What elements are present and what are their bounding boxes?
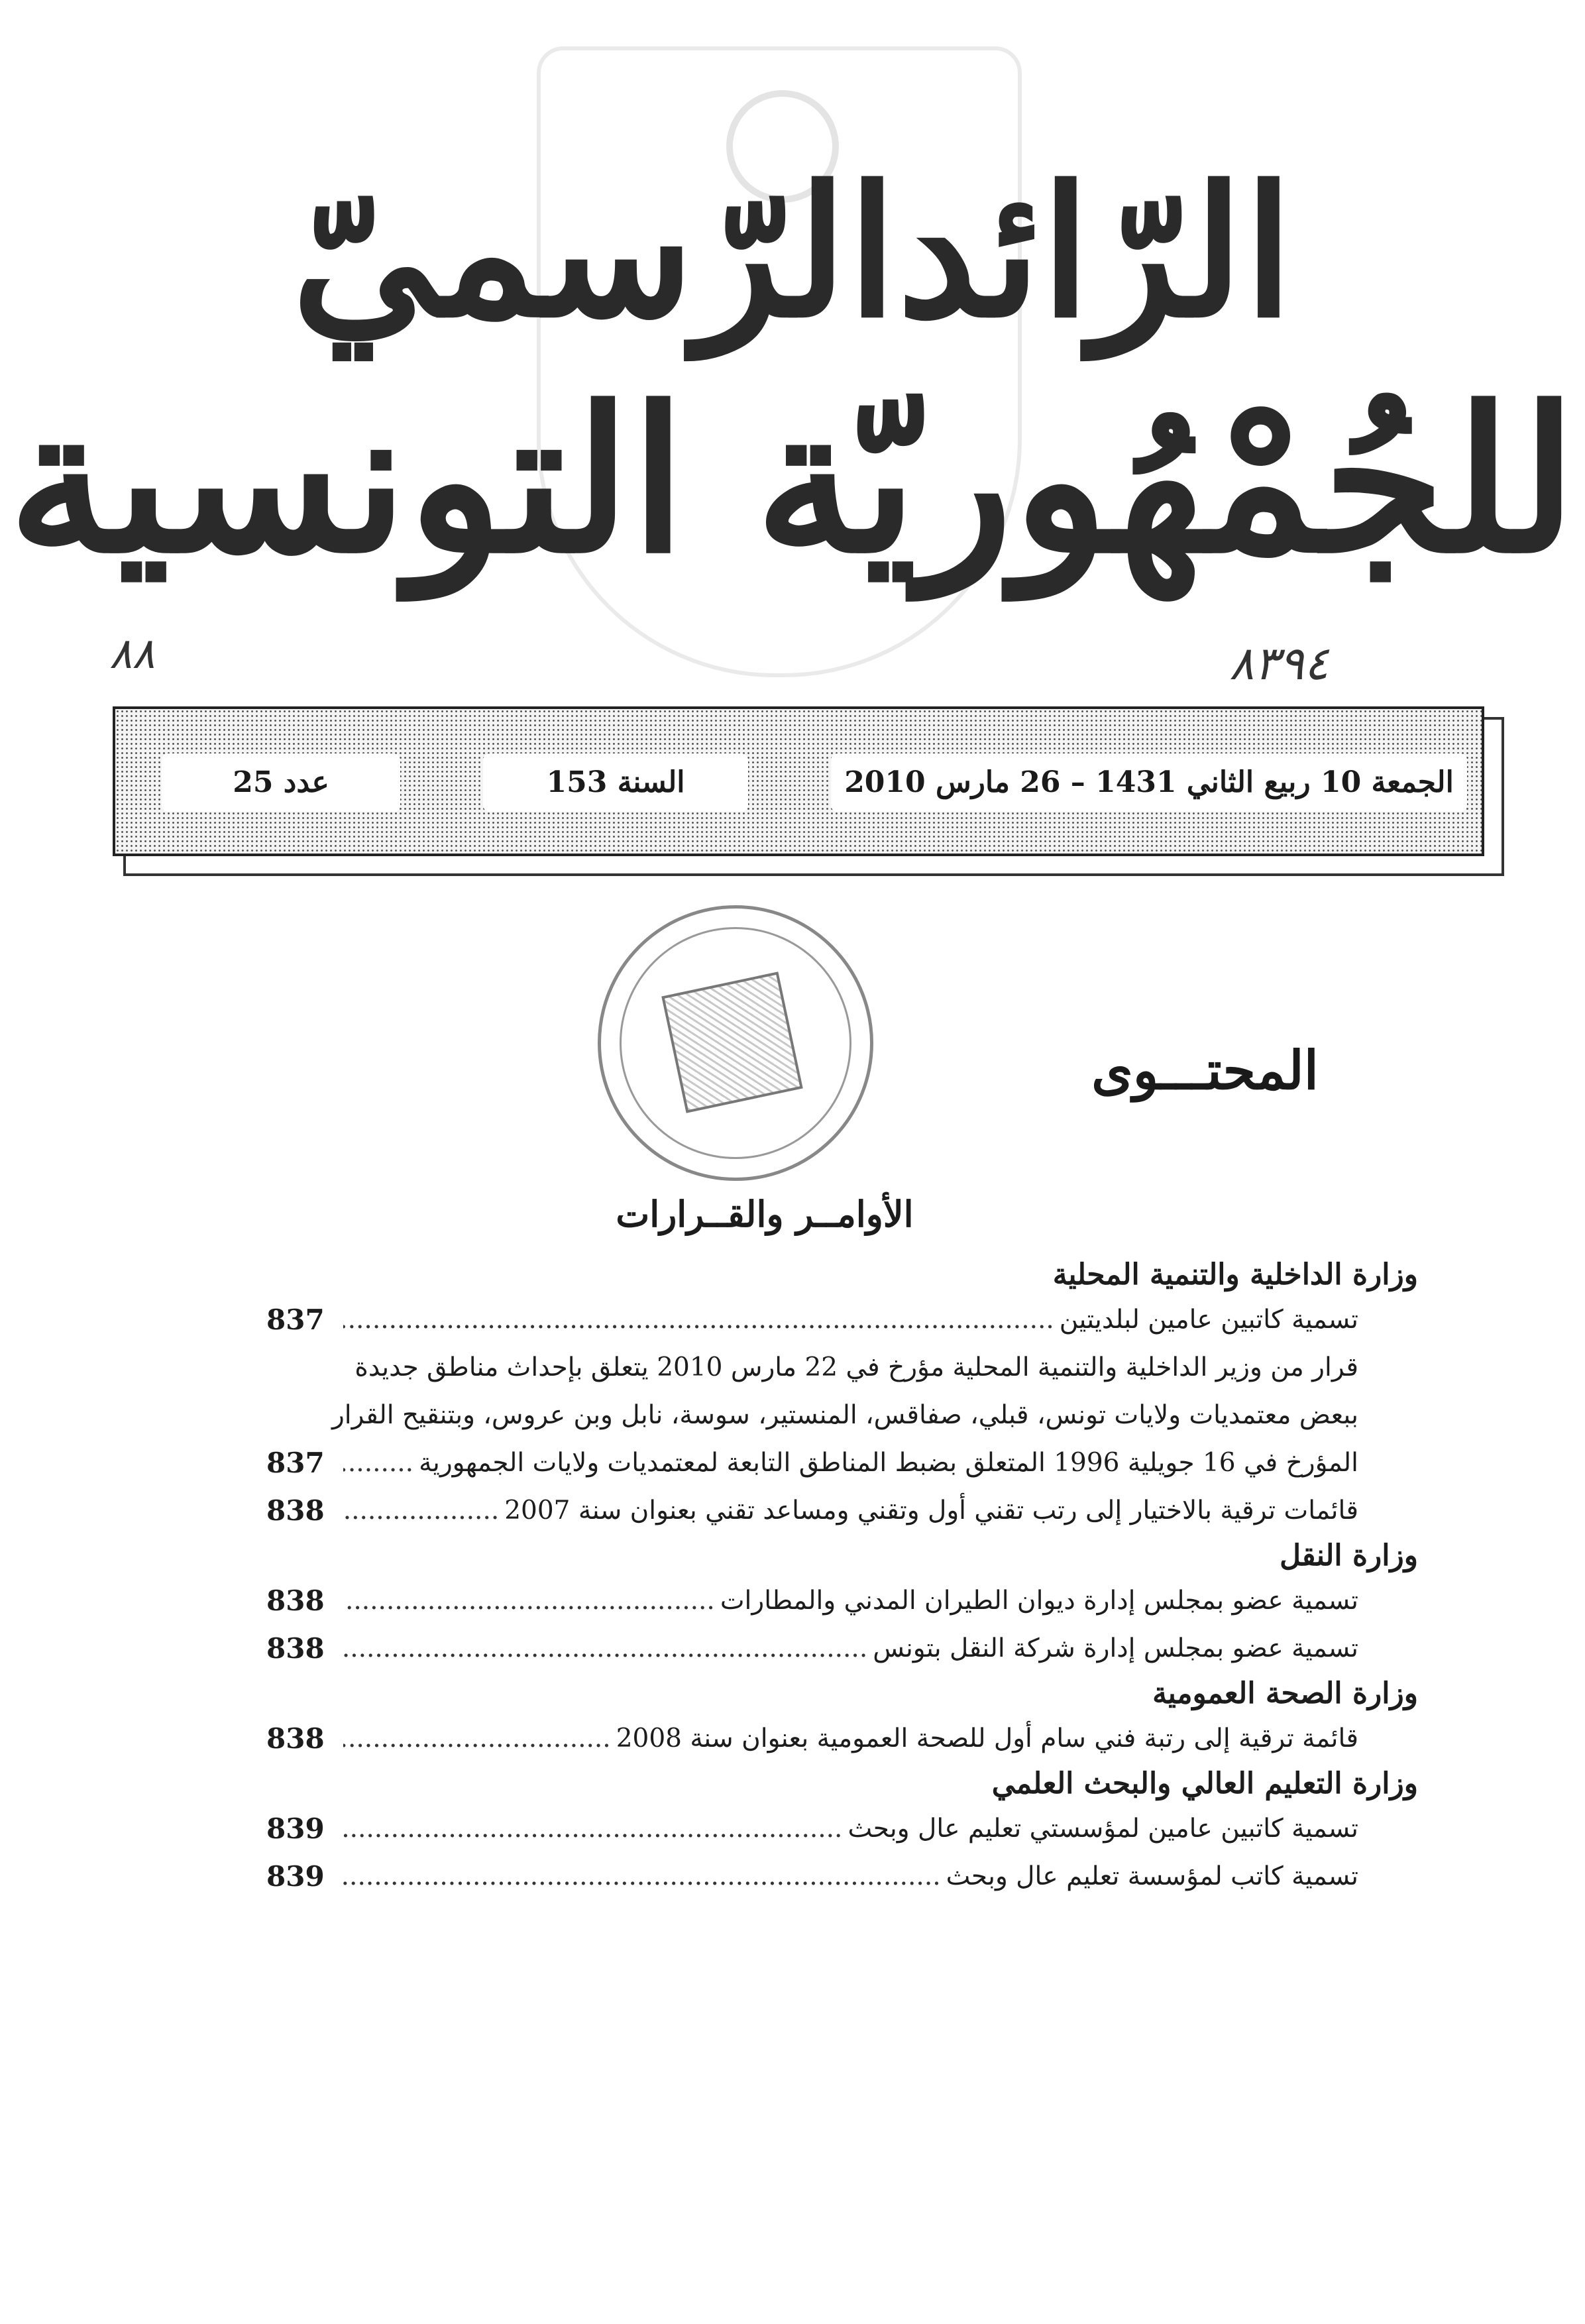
handwritten-note-right: ٨٣٩٤ bbox=[1229, 636, 1329, 691]
issue-band bbox=[113, 706, 1484, 856]
toc-entry-title: تسمية عضو بمجلس إدارة ديوان الطيران المدني والمطارات bbox=[720, 1586, 1358, 1616]
issue-number: عدد 25 bbox=[162, 753, 400, 812]
library-stamp bbox=[598, 905, 873, 1181]
toc-entry[interactable] bbox=[266, 1344, 1358, 1487]
toc-entry[interactable] bbox=[266, 1715, 1358, 1763]
masthead-line-1: الرّائدالرّسميّ bbox=[292, 146, 1293, 357]
toc-entry-title: تسمية كاتبين عامين لبلديتين bbox=[1059, 1305, 1358, 1335]
handwritten-note-left: ٨٨ bbox=[109, 630, 155, 679]
toc-entry-title: تسمية عضو بمجلس إدارة شركة النقل بتونس bbox=[873, 1633, 1358, 1663]
toc-entry-final-line bbox=[272, 1577, 1358, 1625]
dot-leader bbox=[343, 1439, 413, 1487]
dot-leader bbox=[343, 1487, 499, 1535]
ministry-heading: وزارة التعليم العالي والبحث العلمي bbox=[991, 1767, 1418, 1800]
ministry-heading: وزارة النقل bbox=[1280, 1539, 1418, 1573]
toc-page-number: 838 bbox=[266, 1722, 325, 1755]
section-title bbox=[0, 1193, 1585, 1235]
toc-entry-final-line bbox=[272, 1296, 1358, 1344]
ministry-heading: وزارة الداخلية والتنمية المحلية bbox=[1052, 1258, 1418, 1292]
masthead-line-2: للجُمْهُوريّة التونسية bbox=[8, 363, 1577, 597]
toc-entry-title: تسمية كاتب لمؤسسة تعليم عال وبحث bbox=[946, 1861, 1358, 1891]
toc-page-number: 838 bbox=[266, 1494, 325, 1527]
toc-entry-title: قائمة ترقية إلى رتبة فني سام أول للصحة العمومية بعنوان سنة 2008 bbox=[616, 1724, 1358, 1753]
toc-entry-text-line: ببعض معتمديات ولايات تونس، قبلي، صفاقس، المنستير، سوسة، نابل وبن عروس، وبتنقيح القرار bbox=[331, 1400, 1358, 1430]
toc-entry[interactable] bbox=[266, 1296, 1358, 1344]
toc-entry-final-line bbox=[272, 1487, 1358, 1535]
toc-entry-final-line bbox=[272, 1853, 1358, 1901]
toc-page-number: 839 bbox=[266, 1860, 325, 1893]
section-title-text: الأوامــر والقــرارات bbox=[616, 1193, 914, 1235]
toc-entry-title: قائمات ترقية بالاختيار إلى رتب تقني أول وتقني ومساعد تقني بعنوان سنة 2007 bbox=[504, 1496, 1358, 1525]
toc-entry[interactable] bbox=[266, 1577, 1358, 1625]
dot-leader bbox=[343, 1805, 842, 1853]
issue-date: الجمعة 10 ربيع الثاني 1431 – 26 مارس 2010 bbox=[831, 753, 1467, 812]
table-of-contents bbox=[266, 1254, 1418, 1901]
dot-leader bbox=[343, 1715, 611, 1763]
dot-leader bbox=[343, 1296, 1054, 1344]
toc-entry[interactable] bbox=[266, 1853, 1358, 1901]
toc-entry-final-line bbox=[272, 1625, 1358, 1673]
toc-entry-final-line bbox=[272, 1715, 1358, 1763]
dot-leader bbox=[343, 1577, 715, 1625]
toc-entry-title: المؤرخ في 16 جويلية 1996 المتعلق بضبط المناطق التابعة لمعتمديات ولايات الجمهورية bbox=[419, 1448, 1358, 1478]
dot-leader bbox=[343, 1625, 867, 1673]
toc-entry[interactable] bbox=[266, 1625, 1358, 1673]
toc-entry-final-line bbox=[272, 1805, 1358, 1853]
toc-page-number: 838 bbox=[266, 1632, 325, 1665]
ministry-heading: وزارة الصحة العمومية bbox=[1152, 1677, 1418, 1710]
toc-page-number: 839 bbox=[266, 1812, 325, 1845]
dot-leader bbox=[343, 1853, 941, 1901]
library-stamp-emblem bbox=[661, 971, 802, 1113]
toc-page-number: 837 bbox=[266, 1447, 325, 1479]
toc-entry-text-line: قرار من وزير الداخلية والتنمية المحلية مؤرخ في 22 مارس 2010 يتعلق بإحداث مناطق جديدة bbox=[355, 1353, 1358, 1382]
toc-entry[interactable] bbox=[266, 1805, 1358, 1853]
issue-year: السنة 153 bbox=[483, 753, 748, 812]
toc-entry-title: تسمية كاتبين عامين لمؤسستي تعليم عال وبحث bbox=[847, 1814, 1358, 1844]
toc-entry[interactable] bbox=[266, 1487, 1358, 1535]
contents-title: المحتـــوى bbox=[1091, 1039, 1319, 1101]
toc-page-number: 838 bbox=[266, 1584, 325, 1617]
toc-entry-final-line bbox=[272, 1439, 1358, 1487]
toc-page-number: 837 bbox=[266, 1303, 325, 1336]
